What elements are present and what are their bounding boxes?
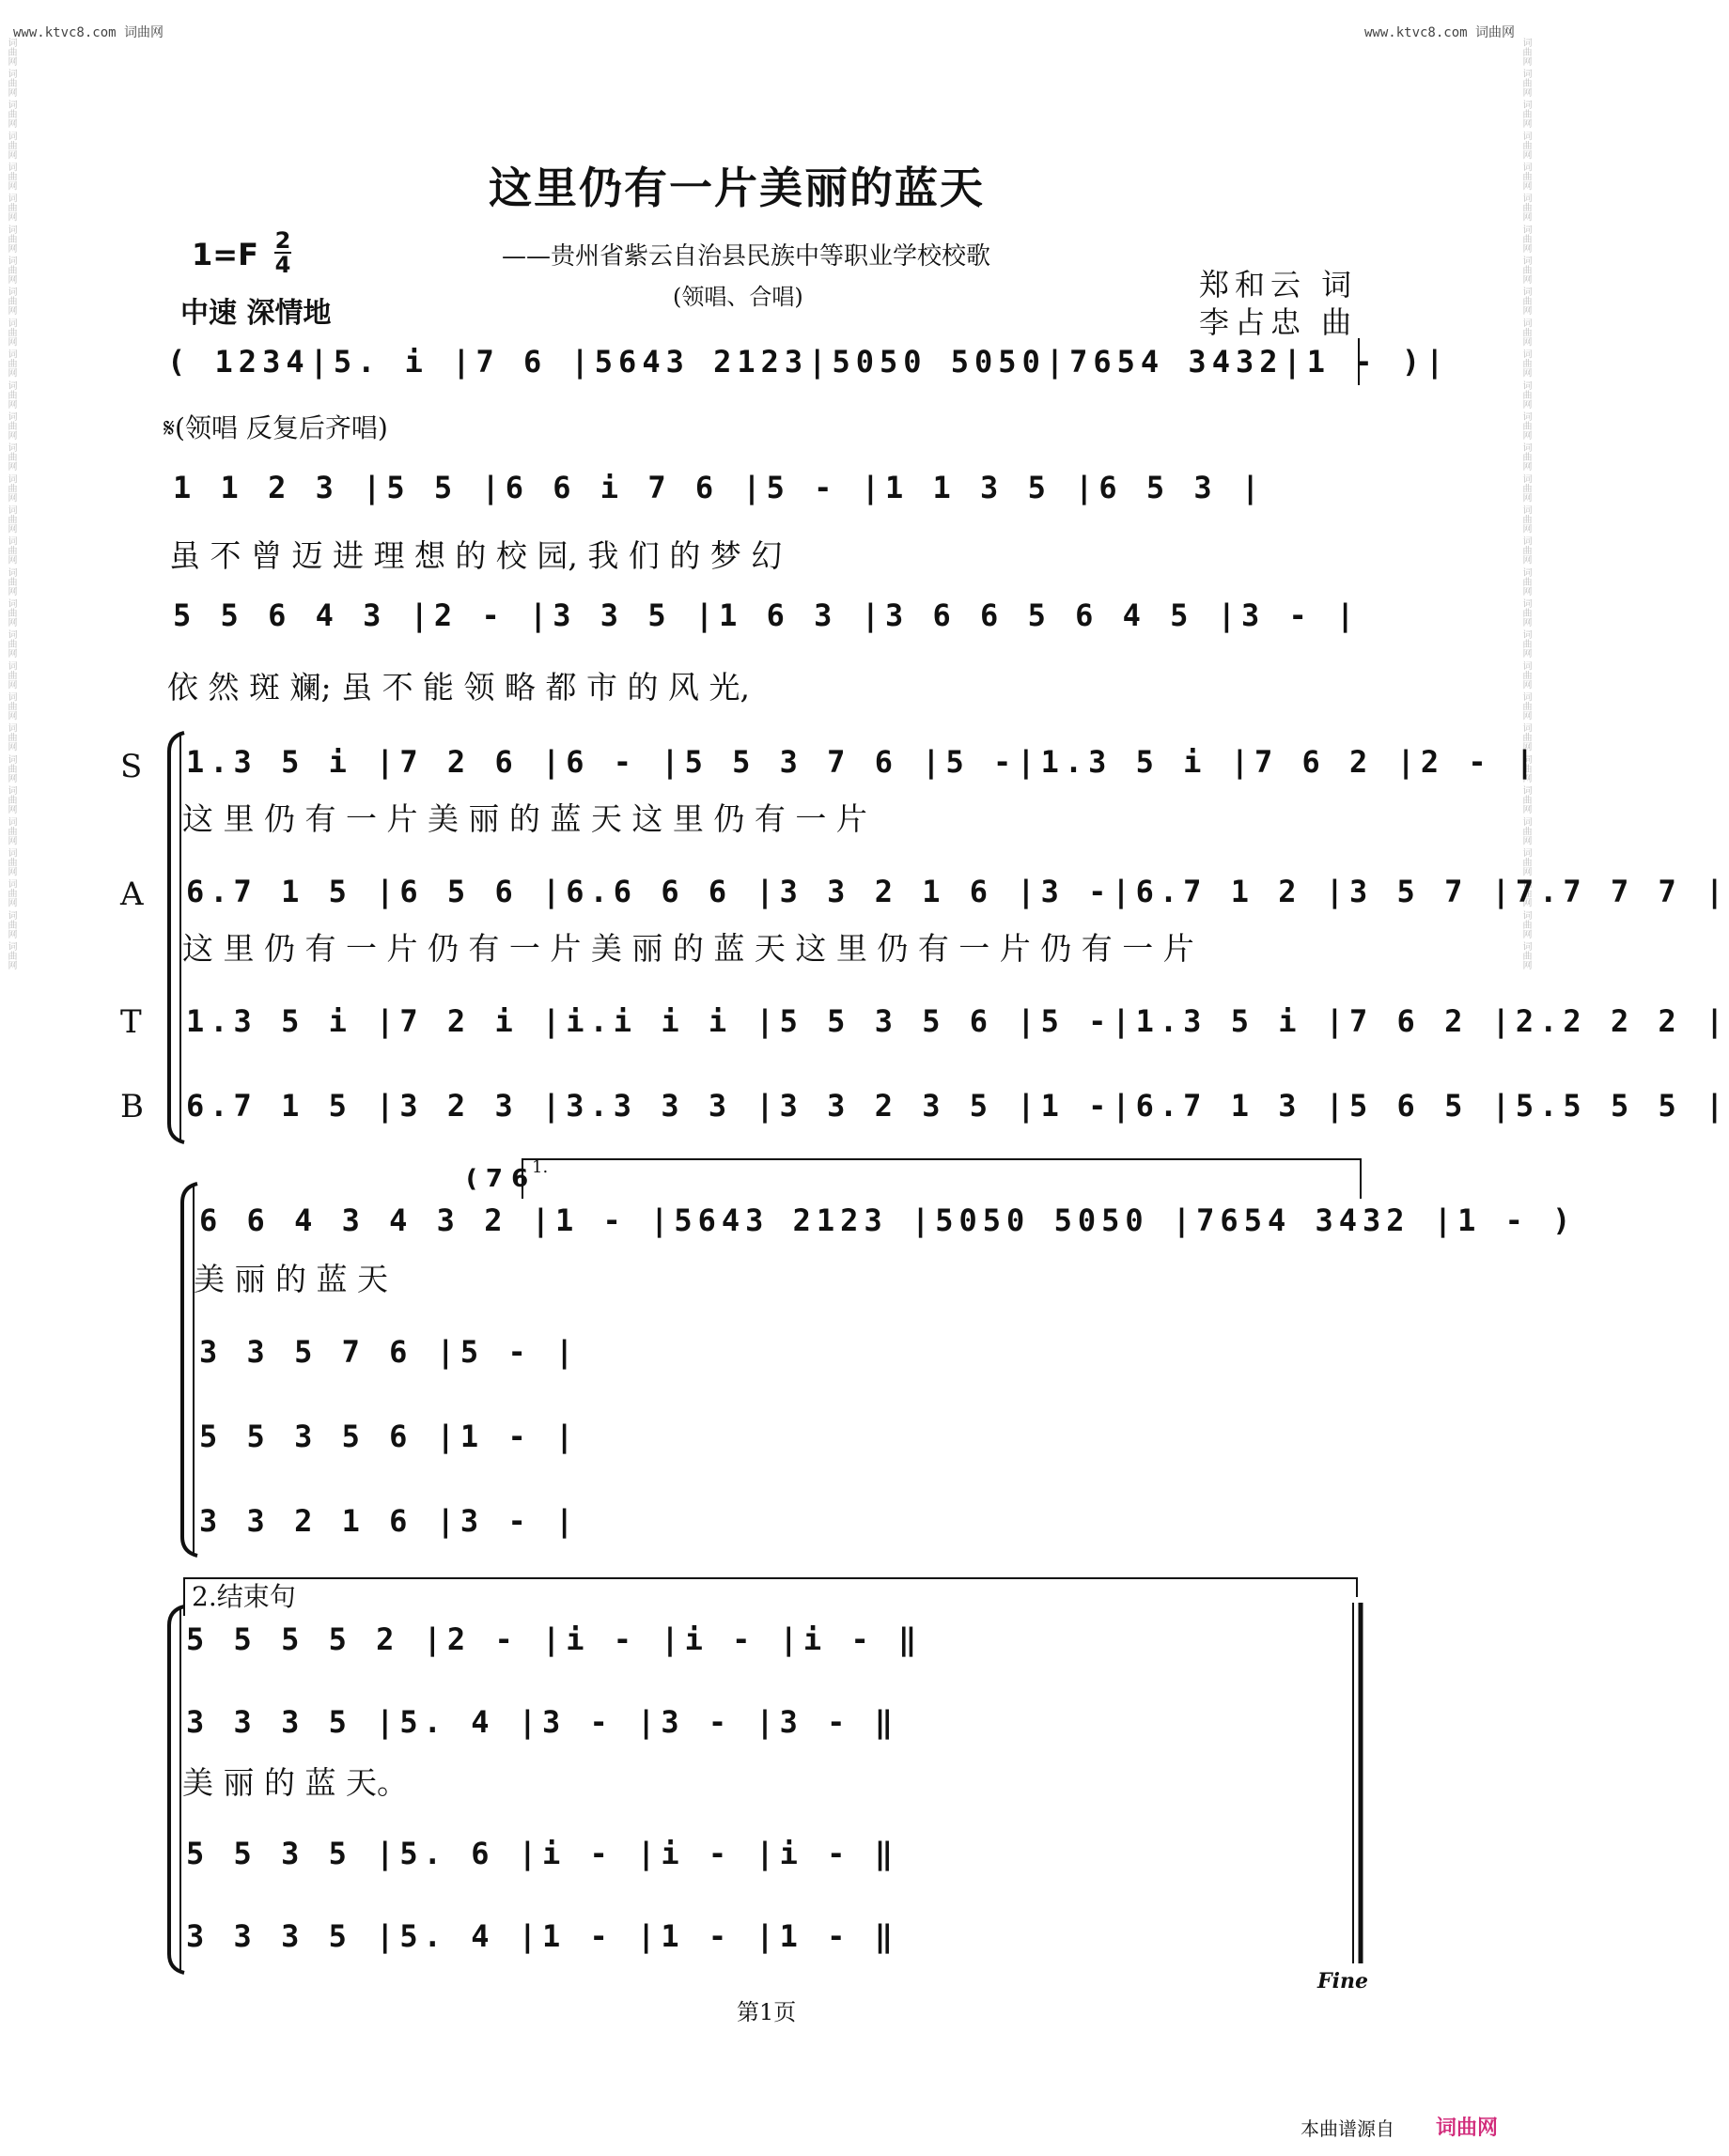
ending1-soprano-notes: 6 6 4 3 4 3 2 |1 - |5643 2123 |5050 5050 |7654 3432 |1 - ) — [199, 1202, 1577, 1238]
footer-brand: 词曲网 — [1436, 2117, 1499, 2140]
side-watermark-left: 词曲网 词曲网 词曲网 词曲网 词曲网 词曲网 词曲网 词曲网 词曲网 词曲网 词曲网 词曲网 词曲网 词曲网 词曲网 词曲网 词曲网 词曲网 词曲网 词曲网 词曲网 词曲网 词曲网 词曲网 词曲网 词曲网 词曲网 词曲网 词曲网 词曲网 — [6, 38, 16, 970]
system-bracket-ending1 — [182, 1184, 197, 1556]
chorus-soprano-lyrics: 这 里 仍 有 一 片 美 丽 的 蓝 天 这 里 仍 有 一 片 — [182, 800, 867, 837]
ending2-tenor-notes: 5 5 3 5 |5. 6 |i - |i - |i - ‖ — [186, 1836, 898, 1871]
subtitle: ——贵州省紫云自治县民族中等职业学校校歌 — [502, 242, 991, 271]
watermark-left: www.ktvc8.com 词曲网 — [13, 25, 164, 40]
song-title: 这里仍有一片美丽的蓝天 — [489, 163, 985, 213]
tempo-marking: 中速 深情地 — [180, 297, 332, 330]
page-number: 第1页 — [737, 1999, 797, 2025]
key-signature: 1=F — [192, 237, 258, 272]
lyricist-credit: 郑和云 词 — [1199, 267, 1358, 302]
volta-2-bracket — [184, 1578, 1357, 1616]
volta-pickup: ( 7 6 — [466, 1165, 529, 1193]
ending1-alto-notes: 3 3 5 7 6 |5 - | — [199, 1334, 580, 1370]
verse-line1-lyrics: 虽 不 曾 迈 进 理 想 的 校 园, 我 们 的 梦 幻 — [169, 537, 783, 574]
verse-line1-notes: 1 1 2 3 |5 5 |6 6 i 7 6 |5 - |1 1 3 5 |6 5 3 | — [173, 470, 1266, 505]
volta-1-label: 1. — [532, 1157, 549, 1177]
time-signature: 2 4 — [274, 227, 291, 278]
chorus-bass-notes: 6.7 1 5 |3 2 3 |3.3 3 3 |3 3 2 3 5 |1 -|6.7 1 3 |5 6 5 |5.5 5 5 | — [186, 1088, 1729, 1124]
voice-label-a: A — [120, 876, 144, 913]
chorus-alto-lyrics: 这 里 仍 有 一 片 仍 有 一 片 美 丽 的 蓝 天 这 里 仍 有 一 片 仍 有 一 片 — [182, 930, 1194, 967]
chorus-tenor-notes: 1.3 5 i |7 2 i |i.i i i |5 5 3 5 6 |5 -|1.3 5 i |7 6 2 |2.2 2 2 | — [186, 1003, 1729, 1039]
ending1-soprano-lyrics: 美 丽 的 蓝 天 — [194, 1261, 388, 1297]
footer-source: 本曲谱源自 — [1301, 2117, 1394, 2140]
system-bracket-chorus — [169, 733, 184, 1142]
ending1-bass-notes: 3 3 2 1 6 |3 - | — [199, 1503, 580, 1539]
verse-line2-notes: 5 5 6 4 3 |2 - |3 3 5 |1 6 3 |3 6 6 5 6 4 5 |3 - | — [173, 597, 1361, 633]
composer-credit: 李占忠 曲 — [1199, 304, 1358, 340]
system-bracket-ending2 — [169, 1606, 184, 1973]
voice-label-s: S — [120, 748, 143, 785]
voice-label-b: B — [120, 1088, 144, 1125]
voice-label-t: T — [120, 1003, 142, 1041]
performance-note: (领唱、合唱) — [673, 284, 803, 310]
side-watermark-right: 词曲网 词曲网 词曲网 词曲网 词曲网 词曲网 词曲网 词曲网 词曲网 词曲网 词曲网 词曲网 词曲网 词曲网 词曲网 词曲网 词曲网 词曲网 词曲网 词曲网 词曲网 词曲网 词曲网 词曲网 词曲网 词曲网 词曲网 词曲网 词曲网 词曲网 — [1520, 38, 1531, 970]
chorus-soprano-notes: 1.3 5 i |7 2 6 |6 - |5 5 3 7 6 |5 -|1.3 5 i |7 6 2 |2 - | — [186, 744, 1540, 780]
ending2-alto-notes: 3 3 3 5 |5. 4 |3 - |3 - |3 - ‖ — [186, 1704, 898, 1740]
ending2-bass-notes: 3 3 3 5 |5. 4 |1 - |1 - |1 - ‖ — [186, 1918, 898, 1954]
ending2-soprano-notes: 5 5 5 5 2 |2 - |i - |i - |i - ‖ — [186, 1621, 923, 1657]
ending2-lyrics: 美 丽 的 蓝 天。 — [182, 1764, 408, 1801]
verse-instruction: 𝄋(领唱 反复后齐唱) — [164, 412, 388, 443]
watermark-right: www.ktvc8.com 词曲网 — [1364, 25, 1516, 40]
intro-notes: ( 1234|5. i |7 6 |5643 2123|5050 5050|7654 3432|1 - )| — [167, 344, 1450, 380]
verse-line2-lyrics: 依 然 斑 斓; 虽 不 能 领 略 都 市 的 风 光, — [167, 669, 750, 706]
ending1-tenor-notes: 5 5 3 5 6 |1 - | — [199, 1419, 580, 1454]
ending2-label: 2.结束句 — [192, 1581, 296, 1612]
fine-marking: Fine — [1317, 1969, 1368, 1993]
volta-1-bracket — [522, 1159, 1361, 1199]
chorus-alto-notes: 6.7 1 5 |6 5 6 |6.6 6 6 |3 3 2 1 6 |3 -|6.7 1 2 |3 5 7 |7.7 7 7 | — [186, 874, 1729, 909]
